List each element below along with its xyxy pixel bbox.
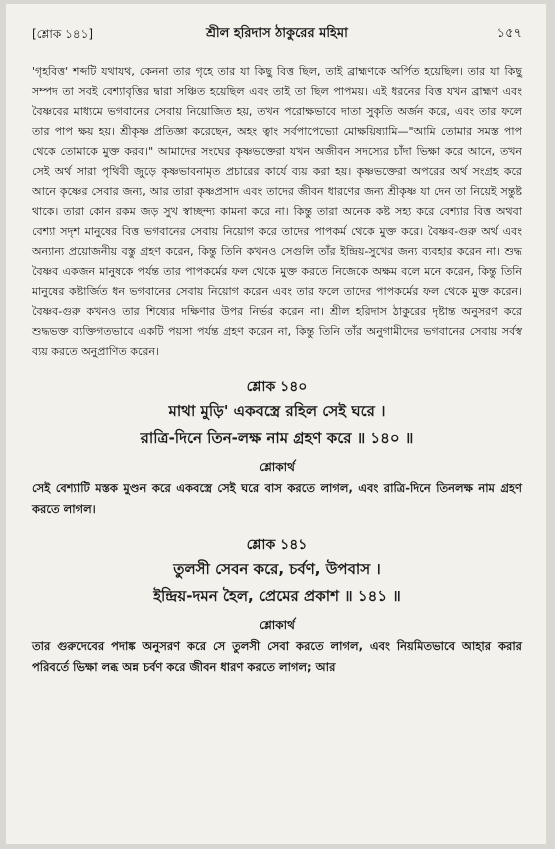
- verse-141: [32, 534, 522, 678]
- verse-number: শ্লোক ১৪১: [246, 537, 308, 553]
- verse-140: [32, 376, 522, 520]
- header-page-number: ১৫৭: [496, 26, 522, 41]
- verse-line: ইন্দ্রিয়-দমন হৈল, প্রেমের প্রকাশ ॥ ১৪১ ॥: [153, 587, 401, 605]
- running-header: [32, 18, 522, 48]
- book-page: [6, 4, 546, 844]
- verse-number: শ্লোক ১৪০: [246, 379, 308, 395]
- commentary-paragraph: 'গৃহবিত্ত' শব্দটি যথাযথ, কেননা তার গৃহে তার যা কিছু বিত্ত ছিল, তাই ব্রাহ্মণকে অর্পিত হয়েছিল। তার যা কিছু সম্পদ তা সবই বেশ্যাবৃত্তির দ্বারা সঞ্চিত হয়েছিল এবং তাই তা ছিল পাপময়। এই ধরনের বিত্ত যখন ব্রাহ্মণ এবং বৈষ্ণবের মাধ্যমে ভগবানের সেবায় নিয়োজিত হয়, তখন পরোক্ষভাবে দাতা সুকৃতি অর্জন করে, এবং তার ফলে তার পাপ ক্ষয় হয়। শ্রীকৃষ্ণ প্রতিজ্ঞা করেছেন, অহং ত্বাং সর্বপাপেভ্যো মোক্ষয়িষ্যামি—"আমি তোমার সমস্ত পাপ থেকে তোমাকে মুক্ত করব।" আমাদের সংঘের কৃষ্ণভক্তেরা যখন অজীবন সদস্যের চাঁদা ভিক্ষা করে আনে, তখন সেই অর্থ সারা পৃথিবী জুড়ে কৃষ্ণভাবনামৃত প্রচারের কার্যে ব্যয় করা হয়। কৃষ্ণভক্তেরা অপরের অর্থ সংগ্রহ করে আনে কৃষ্ণের সেবার জন্য, আর তারা কৃষ্ণপ্রসাদ এবং তাদের জীবন ধারণের জন্য শ্রীকৃষ্ণ যা দেন তা নিয়েই সন্তুষ্ট থাকে। তারা কোন রকম জড় সুখ স্বাচ্ছন্দ্য কামনা করে না। কিন্তু তারা অনেক কষ্ট সহ্য করে বেশ্যার বিত্ত অথবা বেশ্যা সদৃশ মানুষের বিত্ত ভগবানের সেবায় নিয়োগ করে তাদের পাপকর্ম থেকে মুক্ত করে। বৈষ্ণব-গুরু অর্থ এবং অন্যান্য প্রয়োজনীয় বস্তু গ্রহণ করেন, কিন্তু তিনি কখনও সেগুলি তাঁর ইন্দ্রিয়-সুখের জন্য ব্যবহার করেন না। শুদ্ধ বৈষ্ণব একজন মানুষকে পর্যন্ত তার পাপকর্মের ফল থেকে মুক্ত করতে নিজেকে অক্ষম বলে মনে করেন, কিন্তু তিনি মানুষের কষ্টার্জিত ধন ভগবানের সেবায় নিয়োগ করেন এবং তার ফলে তাদের পাপকর্মের ফল থেকে মুক্ত করেন। বৈষ্ণব-গুরু কখনও তার শিষ্যের দক্ষিণার উপর নির্ভর করেন না। শ্রীল হরিদাস ঠাকুরের দৃষ্টান্ত অনুসরণ করে শুদ্ধভক্ত ব্যক্তিগতভাবে একটি পয়সা পর্যন্ত গ্রহণ করেন না, কিন্তু তিনি তাঁর অনুগামীদের ভগবানের সেবায় সর্বস্ব ব্যয় করতে অনুপ্রাণিত করেন।: [32, 65, 522, 358]
- verse-line: মাথা মুড়ি' একবস্ত্রে রহিল সেই ঘরে ।: [168, 402, 386, 420]
- verse-translation: সেই বেশ্যাটি মস্তক মুণ্ডন করে একবস্ত্রে সেই ঘরে বাস করতে লাগল, এবং রাত্রি-দিনে তিনলক্ষ নাম গ্রহণ করতে লাগল।: [32, 481, 522, 516]
- translation-heading: শ্লোকার্থ: [259, 460, 295, 474]
- translation-heading: শ্লোকার্থ: [259, 618, 295, 632]
- header-chapter-title: শ্রীল হরিদাস ঠাকুরের মহিমা: [206, 26, 348, 41]
- commentary-section: [32, 62, 522, 362]
- verse-line: তুলসী সেবন করে, চর্বণ, উপবাস ।: [173, 560, 381, 578]
- verse-line: রাত্রি-দিনে তিন-লক্ষ নাম গ্রহণ করে ॥ ১৪০ ॥: [140, 429, 414, 447]
- header-verse-range: [শ্লোক ১৪১]: [32, 27, 94, 41]
- verse-translation: তার গুরুদেবের পদাঙ্ক অনুসরণ করে সে তুলসী সেবা করতে লাগল, এবং নিয়মিতভাবে আহার করার পরিবর্তে ভিক্ষা লব্ধ অন্ন চর্বণ করে জীবন ধারণ করতে লাগল; আর: [32, 639, 522, 674]
